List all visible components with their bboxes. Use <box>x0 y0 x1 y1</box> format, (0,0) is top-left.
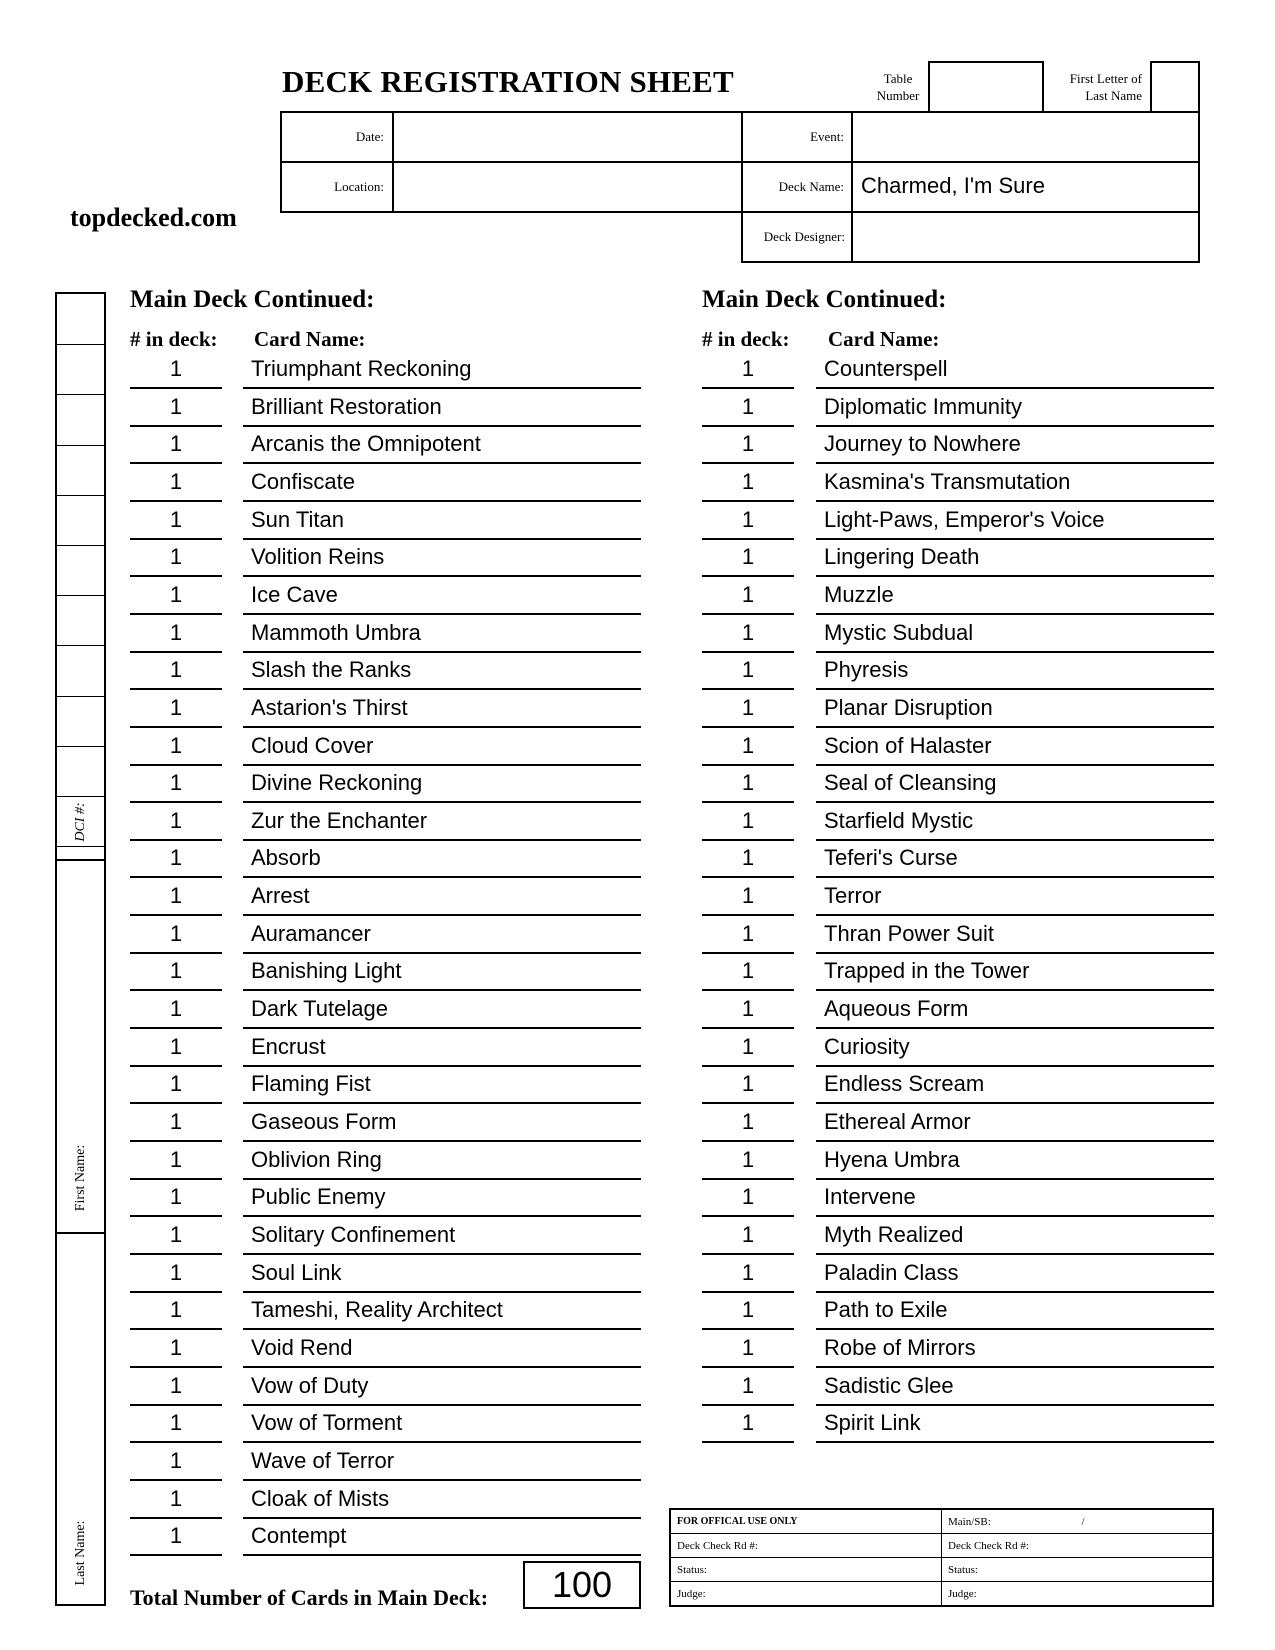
count-underline <box>130 989 222 991</box>
count-underline <box>702 876 794 878</box>
name-underline <box>243 1140 641 1142</box>
first-letter-label <box>1046 70 1142 104</box>
name-underline <box>243 500 641 502</box>
card-count[interactable]: 1 <box>741 694 755 720</box>
card-count[interactable]: 1 <box>169 1410 183 1436</box>
name-underline <box>243 1215 641 1217</box>
table-number-label-line1: Table <box>883 71 913 86</box>
card-name[interactable]: Astarion's Thirst <box>251 694 408 720</box>
dci-box-divider <box>57 394 104 395</box>
dci-box-divider <box>57 445 104 446</box>
name-underline <box>243 1404 641 1406</box>
card-count[interactable]: 1 <box>741 506 755 532</box>
card-count[interactable]: 1 <box>169 356 183 381</box>
deck-name-field[interactable]: Charmed, I'm Sure <box>861 173 1045 198</box>
name-underline <box>243 1517 641 1519</box>
count-underline <box>702 1441 794 1443</box>
count-underline <box>130 500 222 502</box>
count-underline <box>702 989 794 991</box>
name-underline <box>816 575 1214 577</box>
name-underline <box>816 425 1214 427</box>
card-name[interactable]: Auramancer <box>251 920 371 946</box>
count-underline <box>130 688 222 690</box>
count-underline <box>702 1178 794 1180</box>
card-name[interactable]: Contempt <box>251 1523 347 1549</box>
card-name[interactable]: Aqueous Form <box>824 996 969 1022</box>
count-underline <box>702 726 794 728</box>
card-name[interactable]: Endless Scream <box>824 1071 985 1097</box>
count-underline <box>130 462 222 464</box>
count-underline <box>702 462 794 464</box>
count-underline <box>130 575 222 577</box>
count-underline <box>702 1140 794 1142</box>
first-letter-field[interactable] <box>1150 61 1200 113</box>
card-name[interactable]: Vow of Duty <box>251 1372 369 1398</box>
name-underline <box>243 613 641 615</box>
card-count[interactable]: 1 <box>169 1334 183 1360</box>
card-name[interactable]: Kasmina's Transmutation <box>824 468 1071 494</box>
event-field[interactable] <box>855 113 1195 161</box>
name-underline <box>816 500 1214 502</box>
card-count[interactable]: 1 <box>741 431 755 457</box>
name-underline <box>243 462 641 464</box>
page-title: DECK REGISTRATION SHEET <box>282 64 734 99</box>
card-count[interactable]: 1 <box>741 1297 755 1323</box>
card-count[interactable]: 1 <box>741 845 755 871</box>
card-name[interactable]: Zur the Enchanter <box>251 807 428 833</box>
card-count[interactable]: 1 <box>741 1410 755 1436</box>
card-name[interactable]: Seal of Cleansing <box>824 770 997 796</box>
dci-box-divider <box>57 545 104 546</box>
name-underline <box>243 1178 641 1180</box>
location-field[interactable] <box>396 163 739 211</box>
count-underline <box>702 387 794 389</box>
dci-box-divider <box>57 746 104 747</box>
card-name[interactable]: Planar Disruption <box>824 694 993 720</box>
card-name[interactable]: Curiosity <box>824 1033 910 1059</box>
name-underline <box>243 764 641 766</box>
name-underline <box>243 1441 641 1443</box>
card-name[interactable]: Ice Cave <box>251 581 338 607</box>
card-count[interactable]: 1 <box>741 1109 755 1134</box>
count-underline <box>130 1027 222 1029</box>
name-underline <box>816 1065 1214 1067</box>
table-number-label <box>868 70 928 104</box>
table-number-field[interactable] <box>928 61 1044 113</box>
count-underline <box>702 1404 794 1406</box>
card-name[interactable]: Confiscate <box>251 468 355 494</box>
site-logo-text: topdecked.com <box>70 203 237 232</box>
card-name[interactable]: Absorb <box>251 845 321 871</box>
card-count[interactable]: 1 <box>169 1184 183 1210</box>
dci-box-divider <box>57 495 104 496</box>
total-value[interactable]: 100 <box>523 1561 641 1609</box>
card-name[interactable]: Cloud Cover <box>251 732 374 758</box>
count-underline <box>130 952 222 954</box>
count-underline <box>702 425 794 427</box>
name-underline <box>816 801 1214 803</box>
count-underline <box>702 538 794 540</box>
card-name[interactable]: Flaming Fist <box>251 1071 371 1097</box>
name-underline <box>243 1027 641 1029</box>
card-name[interactable]: Diplomatic Immunity <box>824 393 1023 419</box>
card-count[interactable]: 1 <box>741 1033 755 1059</box>
card-count[interactable]: 1 <box>741 920 755 946</box>
card-name[interactable]: Spirit Link <box>824 1410 921 1436</box>
card-count[interactable]: 1 <box>741 356 755 381</box>
name-underline <box>243 839 641 841</box>
card-count[interactable]: 1 <box>169 1221 183 1247</box>
card-name[interactable]: Mystic Subdual <box>824 619 974 645</box>
name-underline <box>816 726 1214 728</box>
divider <box>851 111 853 263</box>
name-underline <box>243 688 641 690</box>
card-name[interactable]: Phyresis <box>824 657 909 683</box>
card-count[interactable]: 1 <box>169 431 183 457</box>
card-count[interactable]: 1 <box>169 845 183 871</box>
name-underline <box>816 1404 1214 1406</box>
name-underline <box>243 1479 641 1481</box>
card-count[interactable]: 1 <box>169 1146 183 1172</box>
name-underline <box>243 1328 641 1330</box>
count-underline <box>130 387 222 389</box>
location-label: Location: <box>334 179 384 194</box>
card-count[interactable]: 1 <box>169 657 183 683</box>
card-name[interactable]: Muzzle <box>824 581 894 607</box>
card-count[interactable]: 1 <box>169 694 183 720</box>
card-count[interactable]: 1 <box>169 619 183 645</box>
count-underline <box>130 1554 222 1556</box>
card-count[interactable]: 1 <box>741 468 755 494</box>
name-underline <box>816 1441 1214 1443</box>
card-count[interactable]: 1 <box>169 1485 183 1511</box>
name-underline <box>816 839 1214 841</box>
name-underline <box>243 914 641 916</box>
name-underline <box>816 538 1214 540</box>
count-underline <box>130 876 222 878</box>
card-count[interactable]: 1 <box>741 619 755 645</box>
official-header: FOR OFFICAL USE ONLY <box>670 1509 942 1534</box>
count-underline <box>130 1328 222 1330</box>
card-name[interactable]: Divine Reckoning <box>251 770 423 796</box>
card-name[interactable]: Starfield Mystic <box>824 807 974 833</box>
card-count[interactable]: 1 <box>169 1372 183 1398</box>
card-name[interactable]: Void Rend <box>251 1334 353 1360</box>
count-underline <box>702 839 794 841</box>
card-count[interactable]: 1 <box>741 883 755 909</box>
count-underline <box>702 1291 794 1293</box>
card-count[interactable]: 1 <box>169 732 183 758</box>
right-count-header: # in deck: <box>702 327 790 351</box>
count-underline <box>130 726 222 728</box>
card-name[interactable]: Light-Paws, Emperor's Voice <box>824 506 1105 532</box>
card-name[interactable]: Encrust <box>251 1033 326 1059</box>
event-label: Event: <box>810 129 844 144</box>
card-name[interactable]: Lingering Death <box>824 544 980 570</box>
count-underline <box>702 613 794 615</box>
count-underline <box>702 764 794 766</box>
card-name[interactable]: Path to Exile <box>824 1297 948 1323</box>
name-underline <box>816 876 1214 878</box>
count-underline <box>702 575 794 577</box>
card-name[interactable]: Public Enemy <box>251 1184 386 1210</box>
card-name[interactable]: Oblivion Ring <box>251 1146 382 1172</box>
name-underline <box>816 1215 1214 1217</box>
right-name-header: Card Name: <box>828 327 940 351</box>
card-name[interactable]: Trapped in the Tower <box>824 958 1030 984</box>
name-underline <box>243 538 641 540</box>
card-count[interactable]: 1 <box>741 1184 755 1210</box>
card-name[interactable]: Solitary Confinement <box>251 1221 456 1247</box>
name-underline <box>816 914 1214 916</box>
card-name[interactable]: Thran Power Suit <box>824 920 994 946</box>
name-underline <box>243 801 641 803</box>
deck-designer-label: Deck Designer: <box>763 229 845 244</box>
name-underline <box>243 876 641 878</box>
card-name[interactable]: Counterspell <box>824 356 948 381</box>
judge-right[interactable]: Judge: <box>942 1582 1214 1607</box>
name-underline <box>816 651 1214 653</box>
card-count[interactable]: 1 <box>169 1297 183 1323</box>
card-count[interactable]: 1 <box>741 807 755 833</box>
count-underline <box>130 1366 222 1368</box>
left-count-header: # in deck: <box>130 327 218 351</box>
name-underline <box>816 387 1214 389</box>
name-underline <box>816 989 1214 991</box>
deck-name-label: Deck Name: <box>778 179 844 194</box>
total-label: Total Number of Cards in Main Deck: <box>130 1585 489 1610</box>
card-name[interactable]: Ethereal Armor <box>824 1109 971 1134</box>
card-name[interactable]: Journey to Nowhere <box>824 431 1021 457</box>
card-name[interactable]: Robe of Mirrors <box>824 1334 976 1360</box>
name-underline <box>816 462 1214 464</box>
name-underline <box>243 1366 641 1368</box>
card-name[interactable]: Cloak of Mists <box>251 1485 390 1511</box>
count-underline <box>130 764 222 766</box>
status-right[interactable]: Status: <box>942 1558 1214 1582</box>
count-underline <box>702 688 794 690</box>
card-count[interactable]: 1 <box>169 581 183 607</box>
name-underline <box>243 1253 641 1255</box>
card-name[interactable]: Arrest <box>251 883 310 909</box>
official-use-table <box>669 1508 1214 1607</box>
card-name[interactable]: Sadistic Glee <box>824 1372 954 1398</box>
count-underline <box>702 952 794 954</box>
count-underline <box>702 1027 794 1029</box>
card-count[interactable]: 1 <box>741 1146 755 1172</box>
main-sb-label: Main/SB: <box>948 1515 991 1528</box>
divider <box>392 111 394 213</box>
count-underline <box>130 1441 222 1443</box>
card-count[interactable]: 1 <box>741 1334 755 1360</box>
name-underline <box>816 1328 1214 1330</box>
count-underline <box>130 1517 222 1519</box>
card-count[interactable]: 1 <box>169 996 183 1022</box>
card-name[interactable]: Scion of Halaster <box>824 732 992 758</box>
card-count[interactable]: 1 <box>169 1071 183 1097</box>
name-underline <box>816 613 1214 615</box>
deck-check-right[interactable]: Deck Check Rd #: <box>942 1534 1214 1558</box>
count-underline <box>130 1140 222 1142</box>
card-count[interactable]: 1 <box>741 996 755 1022</box>
card-name[interactable]: Gaseous Form <box>251 1109 397 1134</box>
count-underline <box>130 1404 222 1406</box>
card-count[interactable]: 1 <box>741 544 755 570</box>
name-underline <box>243 1554 641 1556</box>
count-underline <box>130 801 222 803</box>
card-count[interactable]: 1 <box>169 1259 183 1285</box>
card-count[interactable]: 1 <box>169 1109 183 1134</box>
name-underline <box>816 1253 1214 1255</box>
first-letter-label-line2: Last Name <box>1085 88 1142 103</box>
card-name[interactable]: Soul Link <box>251 1259 342 1285</box>
card-name[interactable]: Dark Tutelage <box>251 996 388 1022</box>
table-number-label-line2: Number <box>876 88 920 103</box>
card-count[interactable]: 1 <box>741 581 755 607</box>
card-name[interactable]: Brilliant Restoration <box>251 393 442 419</box>
count-underline <box>702 801 794 803</box>
main-sb-slash: / <box>1081 1515 1085 1528</box>
count-underline <box>130 1178 222 1180</box>
card-count[interactable]: 1 <box>169 468 183 494</box>
card-count[interactable]: 1 <box>741 770 755 796</box>
count-underline <box>130 1215 222 1217</box>
name-underline <box>243 726 641 728</box>
card-count[interactable]: 1 <box>169 1523 183 1549</box>
count-underline <box>130 914 222 916</box>
card-count[interactable]: 1 <box>169 770 183 796</box>
dci-box-divider <box>57 696 104 697</box>
card-count[interactable]: 1 <box>741 732 755 758</box>
name-underline <box>816 1102 1214 1104</box>
dci-label: DCI #: <box>73 802 88 842</box>
card-count[interactable]: 1 <box>741 1071 755 1097</box>
count-underline <box>130 1102 222 1104</box>
card-count[interactable]: 1 <box>169 807 183 833</box>
count-underline <box>702 1328 794 1330</box>
card-name[interactable]: Tameshi, Reality Architect <box>251 1297 503 1323</box>
name-underline <box>243 387 641 389</box>
card-name[interactable]: Intervene <box>824 1184 916 1210</box>
name-underline <box>243 989 641 991</box>
card-count[interactable]: 1 <box>169 393 183 419</box>
count-underline <box>702 1215 794 1217</box>
count-underline <box>702 1366 794 1368</box>
deck-designer-field[interactable] <box>855 213 1195 261</box>
last-name-label: Last Name: <box>73 1520 88 1586</box>
card-count[interactable]: 1 <box>169 506 183 532</box>
card-count[interactable]: 1 <box>169 1447 183 1473</box>
card-name[interactable]: Triumphant Reckoning <box>251 356 472 381</box>
card-name[interactable]: Terror <box>824 883 882 909</box>
count-underline <box>130 1065 222 1067</box>
card-name[interactable]: Slash the Ranks <box>251 657 412 683</box>
count-underline <box>702 500 794 502</box>
count-underline <box>130 1291 222 1293</box>
card-count[interactable]: 1 <box>741 1259 755 1285</box>
count-underline <box>130 538 222 540</box>
card-name[interactable]: Teferi's Curse <box>824 845 958 871</box>
card-name[interactable]: Arcanis the Omnipotent <box>251 431 481 457</box>
count-underline <box>130 1253 222 1255</box>
card-count[interactable]: 1 <box>169 1033 183 1059</box>
count-underline <box>130 839 222 841</box>
count-underline <box>130 651 222 653</box>
judge-left[interactable]: Judge: <box>670 1582 942 1607</box>
name-underline <box>816 1027 1214 1029</box>
name-underline <box>816 688 1214 690</box>
card-count[interactable]: 1 <box>741 1221 755 1247</box>
card-name[interactable]: Sun Titan <box>251 506 344 532</box>
card-count[interactable]: 1 <box>169 544 183 570</box>
card-count[interactable]: 1 <box>741 657 755 683</box>
card-name[interactable]: Paladin Class <box>824 1259 959 1285</box>
name-underline <box>243 575 641 577</box>
card-name[interactable]: Myth Realized <box>824 1221 964 1247</box>
deck-check-left[interactable]: Deck Check Rd #: <box>670 1534 942 1558</box>
card-name[interactable]: Banishing Light <box>251 958 402 984</box>
count-underline <box>130 613 222 615</box>
name-underline <box>243 1291 641 1293</box>
first-name-label: First Name: <box>73 1144 88 1212</box>
date-label: Date: <box>355 129 384 144</box>
name-underline <box>816 1178 1214 1180</box>
name-underline <box>816 764 1214 766</box>
name-underline <box>816 1140 1214 1142</box>
name-underline <box>816 1291 1214 1293</box>
main-sb-cell[interactable] <box>942 1509 1214 1534</box>
card-name[interactable]: Hyena Umbra <box>824 1146 960 1172</box>
card-count[interactable]: 1 <box>169 883 183 909</box>
card-count[interactable]: 1 <box>741 1372 755 1398</box>
card-name[interactable]: Mammoth Umbra <box>251 619 421 645</box>
right-heading: Main Deck Continued: <box>702 286 947 313</box>
card-count[interactable]: 1 <box>741 958 755 984</box>
count-underline <box>702 1253 794 1255</box>
name-underline <box>243 952 641 954</box>
card-count[interactable]: 1 <box>169 958 183 984</box>
dci-box-divider <box>57 344 104 345</box>
card-count[interactable]: 1 <box>741 393 755 419</box>
count-underline <box>702 1102 794 1104</box>
dci-box-divider <box>57 595 104 596</box>
name-underline <box>243 1065 641 1067</box>
name-underline <box>816 1366 1214 1368</box>
count-underline <box>702 914 794 916</box>
date-field[interactable] <box>396 113 739 161</box>
card-name[interactable]: Vow of Torment <box>251 1410 403 1436</box>
name-underline <box>243 1102 641 1104</box>
status-left[interactable]: Status: <box>670 1558 942 1582</box>
name-underline <box>816 952 1214 954</box>
card-count[interactable]: 1 <box>169 920 183 946</box>
card-name[interactable]: Wave of Terror <box>251 1447 395 1473</box>
name-underline <box>243 651 641 653</box>
count-underline <box>130 1479 222 1481</box>
player-info-sidebar <box>55 292 106 1606</box>
dci-box-divider <box>57 645 104 646</box>
count-underline <box>702 1065 794 1067</box>
left-name-header: Card Name: <box>254 327 366 351</box>
count-underline <box>702 651 794 653</box>
card-name[interactable]: Volition Reins <box>251 544 385 570</box>
name-underline <box>243 425 641 427</box>
left-heading: Main Deck Continued: <box>130 286 375 313</box>
first-letter-label-line1: First Letter of <box>1069 71 1142 86</box>
count-underline <box>130 425 222 427</box>
